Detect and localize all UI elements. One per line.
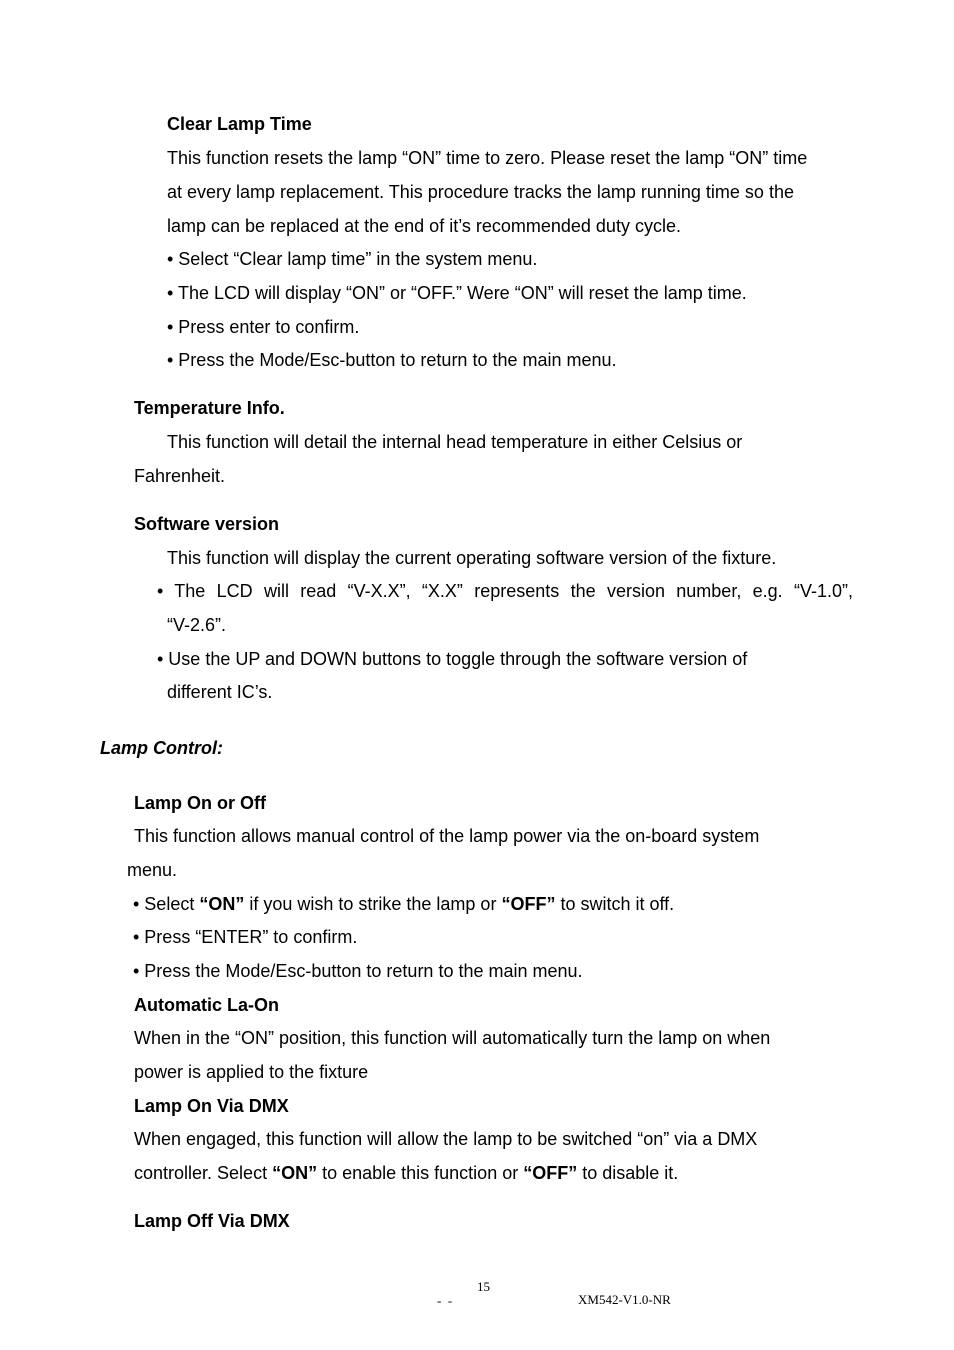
- lamp-on-off-text-line-1: This function allows manual control of the lamp power via the on-board system: [134, 826, 760, 846]
- on-keyword: “ON”: [199, 894, 245, 914]
- section-title-lamp-control: Lamp Control:: [100, 738, 223, 758]
- heading-automatic-la-on: Automatic La-On: [134, 995, 280, 1015]
- line-2-prefix: controller. Select: [134, 1163, 273, 1183]
- heading-software-version: Software version: [134, 514, 280, 534]
- off-keyword: “OFF”: [523, 1163, 578, 1183]
- line-2-middle: to enable this function or: [317, 1163, 524, 1183]
- automatic-text-line-1: When in the “ON” position, this function will automatically turn the lamp on when: [134, 1028, 771, 1048]
- clear-lamp-time-text-line-1: This function resets the lamp “ON” time to zero. Please reset the lamp “ON” time: [167, 148, 808, 168]
- lamp-on-dmx-text-line-2: [134, 1162, 678, 1184]
- software-version-bullet-2-line-1: • Use the UP and DOWN buttons to toggle through the software version of: [157, 649, 748, 669]
- temperature-info-text-line-2: Fahrenheit.: [134, 466, 226, 486]
- footer-dashes: - -: [437, 1293, 453, 1308]
- clear-lamp-time-bullet-4: • Press the Mode/Esc-button to return to the main menu.: [167, 350, 617, 370]
- line-2-suffix: to disable it.: [577, 1163, 679, 1183]
- heading-lamp-on-or-off: Lamp On or Off: [134, 793, 266, 813]
- heading-clear-lamp-time: Clear Lamp Time: [167, 114, 312, 134]
- clear-lamp-time-bullet-2: • The LCD will display “ON” or “OFF.” Were “ON” will reset the lamp time.: [167, 283, 747, 303]
- off-keyword: “OFF”: [501, 894, 556, 914]
- page-number: 15: [477, 1279, 490, 1294]
- heading-temperature-info: Temperature Info.: [134, 398, 285, 418]
- software-version-bullet-1-line-2: “V-2.6”.: [167, 615, 227, 635]
- lamp-on-dmx-text-line-1: When engaged, this function will allow the lamp to be switched “on” via a DMX: [134, 1129, 758, 1149]
- bullet-1-middle: if you wish to strike the lamp or: [244, 894, 502, 914]
- lamp-on-off-bullet-2: • Press “ENTER” to confirm.: [133, 927, 358, 947]
- clear-lamp-time-bullet-1: • Select “Clear lamp time” in the system menu.: [167, 249, 538, 269]
- heading-lamp-on-via-dmx: Lamp On Via DMX: [134, 1096, 289, 1116]
- software-version-text: This function will display the current operating software version of the fixture.: [167, 548, 777, 568]
- temperature-info-text-line-1: This function will detail the internal head temperature in either Celsius or: [167, 432, 743, 452]
- document-code: XM542-V1.0-NR: [578, 1292, 671, 1307]
- heading-lamp-off-via-dmx: Lamp Off Via DMX: [134, 1211, 290, 1231]
- clear-lamp-time-text-line-2: at every lamp replacement. This procedure tracks the lamp running time so the: [167, 182, 794, 202]
- bullet-1-suffix: to switch it off.: [555, 894, 675, 914]
- lamp-on-off-bullet-1: [133, 893, 674, 915]
- automatic-text-line-2: power is applied to the fixture: [134, 1062, 369, 1082]
- bullet-1-prefix: • Select: [133, 894, 200, 914]
- on-keyword: “ON”: [272, 1163, 318, 1183]
- lamp-on-off-bullet-3: • Press the Mode/Esc-button to return to the main menu.: [133, 961, 583, 981]
- lamp-on-off-text-line-2: menu.: [127, 860, 178, 880]
- software-version-bullet-1-line-1: • The LCD will read “V-X.X”, “X.X” represents the version number, e.g. “V-1.0”,: [157, 581, 853, 601]
- software-version-bullet-2-line-2: different IC’s.: [167, 682, 273, 702]
- clear-lamp-time-bullet-3: • Press enter to confirm.: [167, 317, 360, 337]
- clear-lamp-time-text-line-3: lamp can be replaced at the end of it’s recommended duty cycle.: [167, 216, 681, 236]
